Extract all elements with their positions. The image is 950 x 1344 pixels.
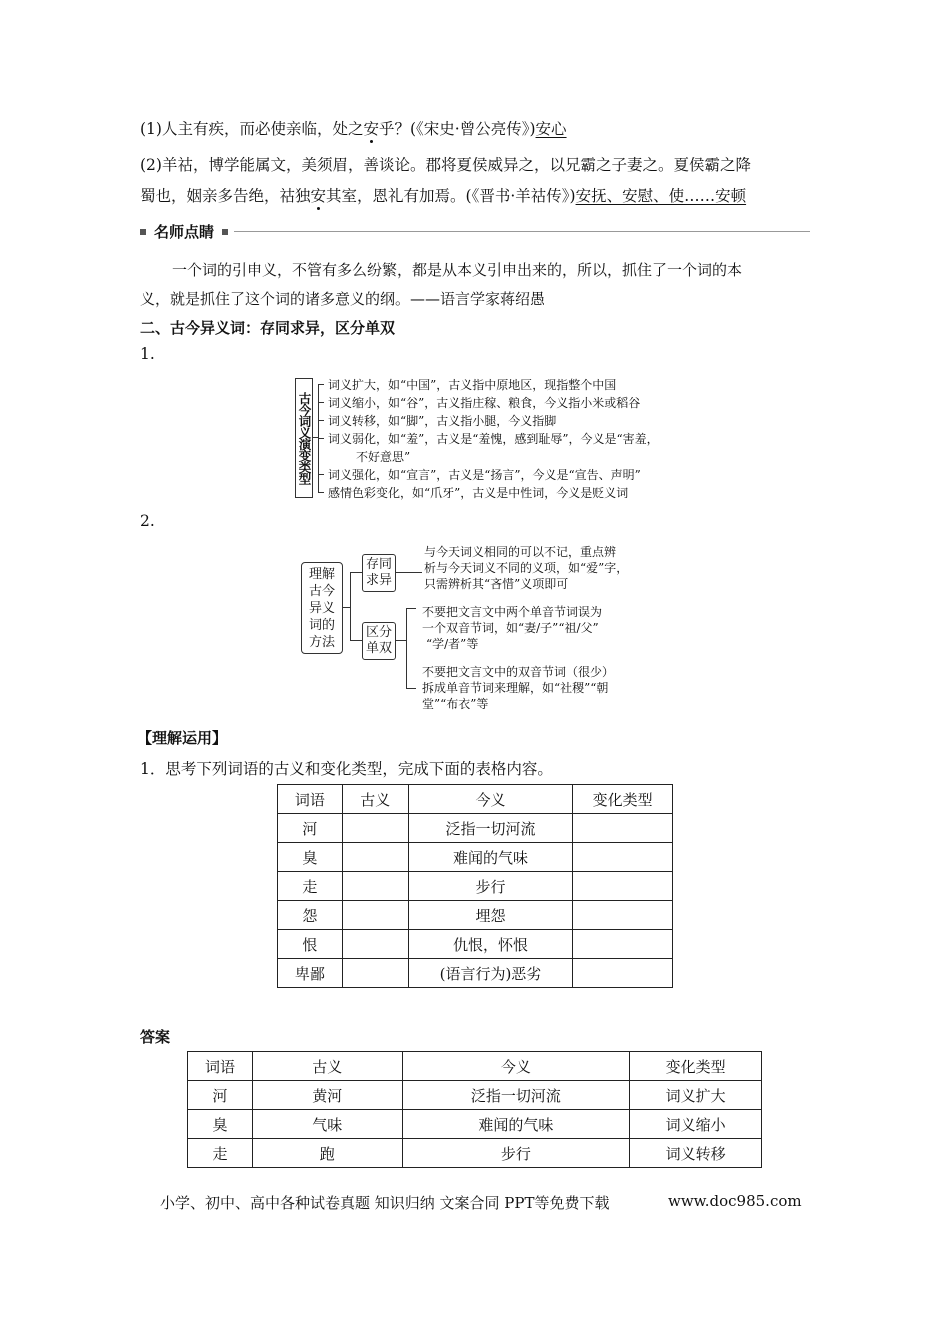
table-cell: 恨 bbox=[278, 930, 343, 959]
mingshi-header bbox=[140, 221, 810, 242]
branch-2-text: 单双 bbox=[365, 641, 392, 656]
example-2-line-1: (2)羊祜，博学能属文，美须眉，善谈论。郡将夏侯威异之，以兄霸之子妻之。夏侯霸之降 bbox=[140, 156, 751, 174]
table-cell: 步行 bbox=[408, 872, 573, 901]
mingshi-line-2: 义，就是抓住了这个词的诸多意义的纲。——语言学家蒋绍愚 bbox=[140, 290, 546, 308]
diagram-1-item: 词义强化，如“宣言”，古义是“扬言”，今义是“宣告、声明” bbox=[328, 468, 641, 482]
table-cell: 河 bbox=[188, 1081, 253, 1110]
table-cell: 埋怨 bbox=[408, 901, 573, 930]
diagram-1-item: 词义缩小，如“谷”，古义指庄稼、粮食，今义指小米或稻谷 bbox=[328, 396, 641, 410]
section-2-heading: 二、古今异义词：存同求异，区分单双 bbox=[140, 319, 396, 337]
table-cell: 黄河 bbox=[252, 1081, 402, 1110]
diagram-1-item: 词义转移，如“脚”，古义指小腿，今义指脚 bbox=[328, 414, 557, 428]
table-cell: 泛指一切河流 bbox=[408, 814, 573, 843]
branch-1-text: 存同 bbox=[365, 557, 392, 572]
branch-1-desc-line: 只需辨析其“吝惜”义项即可 bbox=[424, 577, 569, 591]
branch-2-desc-line: “学/者”等 bbox=[426, 637, 479, 651]
question-1: 1．思考下列词语的古义和变化类型，完成下面的表格内容。 bbox=[140, 760, 553, 778]
table-header-cell: 今义 bbox=[408, 785, 573, 814]
diagram-1-item: 词义扩大，如“中国”，古义指中原地区，现指整个中国 bbox=[328, 378, 617, 392]
table-cell: 仇恨，怀恨 bbox=[408, 930, 573, 959]
answer-table bbox=[187, 1051, 762, 1168]
table-cell: 难闻的气味 bbox=[408, 843, 573, 872]
table-header-row bbox=[188, 1052, 762, 1081]
branch-2-desc-line: 一个双音节词，如“妻/子”“祖/父” bbox=[422, 621, 599, 635]
table-cell: (语言行为)恶劣 bbox=[408, 959, 573, 988]
table-cell: 词义转移 bbox=[630, 1139, 762, 1168]
diagram-1-item: 词义弱化，如“羞”，古义是“羞愧，感到耻辱”，今义是“害羞， bbox=[328, 432, 659, 446]
example-1-source: 乎？(《宋史·曾公亮传》) bbox=[379, 120, 536, 138]
footer-url[interactable]: www.doc985.com bbox=[668, 1192, 802, 1210]
square-bullet-icon bbox=[140, 229, 146, 235]
table-row bbox=[278, 814, 673, 843]
diagram-1-label: 古今词义演变类型 bbox=[297, 392, 312, 484]
example-2-dotted-char: 安 bbox=[310, 187, 327, 205]
example-1 bbox=[140, 117, 567, 139]
branch-2-desc-line: 不要把文言文中两个单音节词误为 bbox=[422, 605, 603, 619]
example-2-source: 其室，恩礼有加焉。(《晋书·羊祜传》) bbox=[326, 187, 576, 205]
diagram-1-item-continued: 不好意思” bbox=[356, 450, 411, 464]
table-row bbox=[278, 959, 673, 988]
branch-2-text: 区分 bbox=[365, 625, 392, 640]
example-1-answer: 安心 bbox=[535, 120, 567, 138]
mingshi-title: 名师点睛 bbox=[154, 223, 215, 241]
diagram-word-meaning-change bbox=[294, 374, 659, 502]
table-cell: 跑 bbox=[252, 1139, 402, 1168]
table-cell: 臭 bbox=[188, 1110, 253, 1139]
table-cell bbox=[342, 843, 408, 872]
diagram-1-item: 感情色彩变化，如“爪牙”，古义是中性词，今义是贬义词 bbox=[328, 486, 629, 500]
table-row bbox=[188, 1081, 762, 1110]
diagram-understanding-method bbox=[300, 542, 660, 714]
mingshi-line-1: 一个词的引申义，不管有多么纷繁，都是从本义引申出来的，所以，抓住了一个词的本 bbox=[172, 261, 743, 279]
table-row bbox=[278, 930, 673, 959]
diagram-1-label-box bbox=[295, 378, 313, 498]
example-1-text: 人主有疾，而必使亲临，处之 bbox=[161, 120, 364, 138]
table-cell: 泛指一切河流 bbox=[402, 1081, 630, 1110]
footer-text: 小学、初中、高中各种试卷真题 知识归纳 文案合同 PPT等免费下载 bbox=[160, 1194, 610, 1212]
table-cell: 词义扩大 bbox=[630, 1081, 762, 1110]
item-number-1: 1. bbox=[140, 345, 155, 363]
table-cell bbox=[573, 959, 673, 988]
practice-heading: 【理解运用】 bbox=[137, 729, 228, 747]
table-cell bbox=[573, 930, 673, 959]
branch-2-description-2 bbox=[422, 664, 614, 712]
table-cell bbox=[573, 814, 673, 843]
table-row bbox=[188, 1139, 762, 1168]
table-header-cell: 词语 bbox=[188, 1052, 253, 1081]
branch-1-text: 求异 bbox=[365, 573, 392, 588]
branch-2-desc-line: 堂”“布衣”等 bbox=[422, 697, 489, 711]
table-header-cell: 古义 bbox=[342, 785, 408, 814]
table-row bbox=[278, 901, 673, 930]
table-cell bbox=[342, 901, 408, 930]
diagram-2-root-text: 异义 bbox=[308, 600, 335, 616]
branch-1-desc-line: 与今天词义相同的可以不记，重点辨 bbox=[424, 545, 617, 559]
diagram-2-branch-2 bbox=[362, 622, 396, 660]
example-2-text: 蜀也，姻亲多告绝，祜独 bbox=[140, 187, 311, 205]
table-header-cell: 古义 bbox=[252, 1052, 402, 1081]
branch-1-desc-line: 析与今天词义不同的义项，如“爱”字， bbox=[424, 561, 629, 575]
table-cell bbox=[573, 872, 673, 901]
header-rule bbox=[234, 231, 810, 232]
table-row bbox=[188, 1110, 762, 1139]
table-cell: 卑鄙 bbox=[278, 959, 343, 988]
branch-2-description-1 bbox=[422, 604, 602, 652]
diagram-2-root-text: 理解 bbox=[308, 566, 335, 582]
table-header-cell: 变化类型 bbox=[630, 1052, 762, 1081]
square-bullet-icon bbox=[222, 229, 228, 235]
table-cell bbox=[573, 901, 673, 930]
table-cell: 走 bbox=[188, 1139, 253, 1168]
table-cell: 臭 bbox=[278, 843, 343, 872]
branch-2-desc-line: 不要把文言文中的双音节词（很少） bbox=[422, 665, 615, 679]
table-cell: 怨 bbox=[278, 901, 343, 930]
branch-2-desc-line: 拆成单音节词来理解，如“社稷”“朝 bbox=[422, 681, 609, 695]
diagram-2-root-text: 词的 bbox=[308, 617, 335, 633]
table-row bbox=[278, 872, 673, 901]
answer-label: 答案 bbox=[140, 1028, 171, 1046]
table-cell: 词义缩小 bbox=[630, 1110, 762, 1139]
table-row bbox=[278, 843, 673, 872]
table-cell bbox=[342, 814, 408, 843]
table-cell: 走 bbox=[278, 872, 343, 901]
item-number-2: 2. bbox=[140, 512, 155, 530]
example-1-number: (1) bbox=[140, 120, 162, 138]
diagram-2-branch-1 bbox=[362, 554, 396, 592]
exercise-table bbox=[277, 784, 673, 988]
table-cell bbox=[573, 843, 673, 872]
table-header-cell: 今义 bbox=[402, 1052, 630, 1081]
table-cell: 步行 bbox=[402, 1139, 630, 1168]
table-header-cell: 词语 bbox=[278, 785, 343, 814]
table-cell bbox=[342, 930, 408, 959]
table-cell bbox=[342, 872, 408, 901]
diagram-2-root bbox=[301, 562, 343, 654]
example-2-line-2 bbox=[140, 184, 746, 206]
example-2-answer: 安抚、安慰、使……安顿 bbox=[575, 187, 747, 205]
diagram-2-root-text: 古今 bbox=[308, 583, 335, 599]
table-header-row bbox=[278, 785, 673, 814]
table-cell: 气味 bbox=[252, 1110, 402, 1139]
table-header-cell: 变化类型 bbox=[573, 785, 673, 814]
diagram-2-root-text: 方法 bbox=[308, 634, 335, 650]
branch-1-description bbox=[424, 544, 628, 592]
table-cell bbox=[342, 959, 408, 988]
table-cell: 难闻的气味 bbox=[402, 1110, 630, 1139]
table-cell: 河 bbox=[278, 814, 343, 843]
example-1-dotted-char: 安 bbox=[363, 120, 379, 138]
